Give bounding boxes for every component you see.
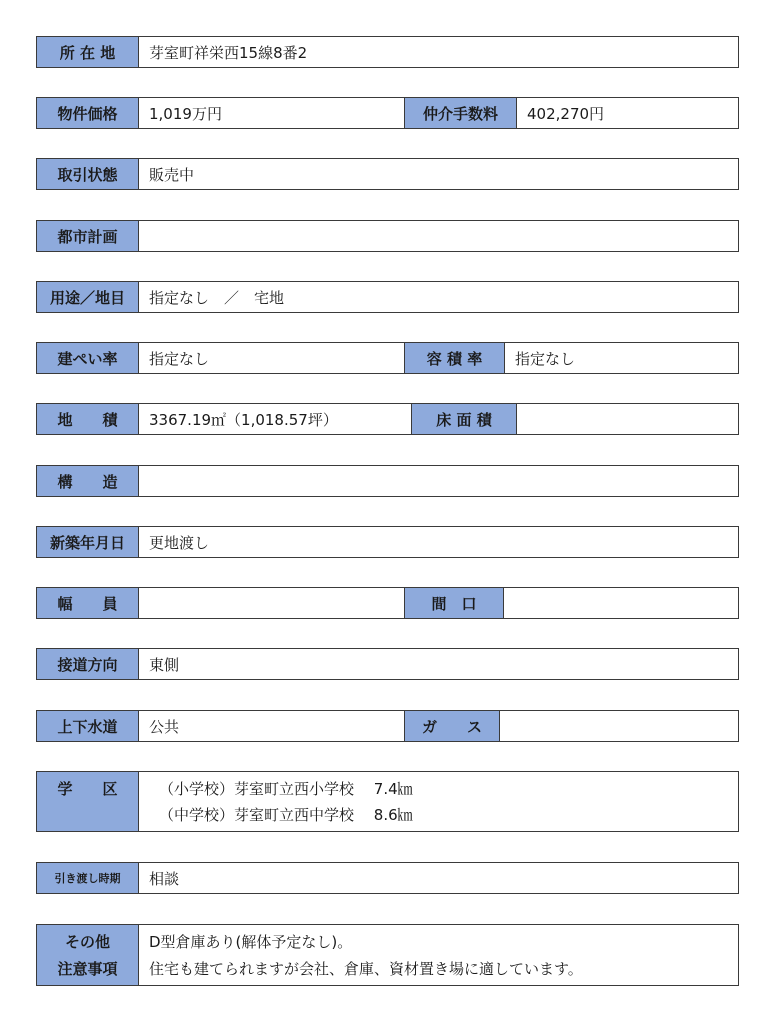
gas-label: ガ ス	[404, 711, 500, 741]
school-row	[36, 771, 739, 832]
notes-line2: 住宅も建てられますが会社、倉庫、資材置き場に適しています。	[149, 960, 583, 978]
far-label: 容 積 率	[404, 343, 505, 373]
handover-value: 相談	[149, 869, 180, 888]
far-value: 指定なし	[515, 349, 576, 368]
coverage-row	[36, 342, 739, 374]
coverage-value: 指定なし	[149, 349, 210, 368]
width-value	[139, 588, 404, 618]
price-row	[36, 97, 739, 129]
status-label: 取引状態	[37, 159, 139, 189]
address-label: 所 在 地	[37, 37, 139, 67]
notes-label	[37, 925, 139, 985]
floor-area-label: 床 面 積	[411, 404, 517, 434]
built-value: 更地渡し	[149, 533, 210, 552]
structure-label: 構 造	[37, 466, 139, 496]
status-row	[36, 158, 739, 190]
school-values	[139, 772, 738, 831]
frontage-value	[504, 588, 738, 618]
fee-label: 仲介手数料	[404, 98, 517, 128]
road-row	[36, 648, 739, 680]
gas-value	[500, 711, 738, 741]
elementary-school: （小学校）芽室町立西小学校 7.4㎞	[159, 779, 413, 798]
land-area-row	[36, 403, 739, 435]
land-area-label: 地 積	[37, 404, 139, 434]
handover-row	[36, 862, 739, 894]
built-label: 新築年月日	[37, 527, 139, 557]
handover-label: 引き渡し時期	[37, 863, 139, 893]
utilities-value: 公共	[149, 717, 180, 736]
notes-values	[139, 925, 738, 985]
frontage-label: 間 口	[404, 588, 504, 618]
notes-label-line1: その他	[64, 933, 110, 951]
width-row	[36, 587, 739, 619]
address-value: 芽室町祥栄西15線8番2	[149, 43, 308, 62]
price-label: 物件価格	[37, 98, 139, 128]
road-value: 東側	[149, 655, 180, 674]
city-plan-label: 都市計画	[37, 221, 139, 251]
use-value: 指定なし ／ 宅地	[149, 288, 285, 307]
status-value: 販売中	[149, 165, 195, 184]
coverage-label: 建ぺい率	[37, 343, 139, 373]
notes-label-line2: 注意事項	[57, 960, 118, 978]
school-label: 学 区	[37, 772, 139, 831]
structure-row	[36, 465, 739, 497]
road-label: 接道方向	[37, 649, 139, 679]
use-row	[36, 281, 739, 313]
city-plan-value	[139, 221, 738, 251]
structure-value	[139, 466, 738, 496]
fee-value: 402,270円	[527, 104, 605, 123]
width-label: 幅 員	[37, 588, 139, 618]
city-plan-row	[36, 220, 739, 252]
utilities-label: 上下水道	[37, 711, 139, 741]
price-value: 1,019万円	[149, 104, 222, 123]
utilities-row	[36, 710, 739, 742]
land-area-value: 3367.19㎡（1,018.57坪）	[149, 410, 338, 429]
floor-area-value	[517, 404, 738, 434]
junior-high-school: （中学校）芽室町立西中学校 8.6㎞	[159, 806, 413, 825]
address-row	[36, 36, 739, 68]
notes-row	[36, 924, 739, 986]
use-label: 用途／地目	[37, 282, 139, 312]
notes-line1: D型倉庫あり(解体予定なし)。	[149, 933, 353, 951]
built-row	[36, 526, 739, 558]
